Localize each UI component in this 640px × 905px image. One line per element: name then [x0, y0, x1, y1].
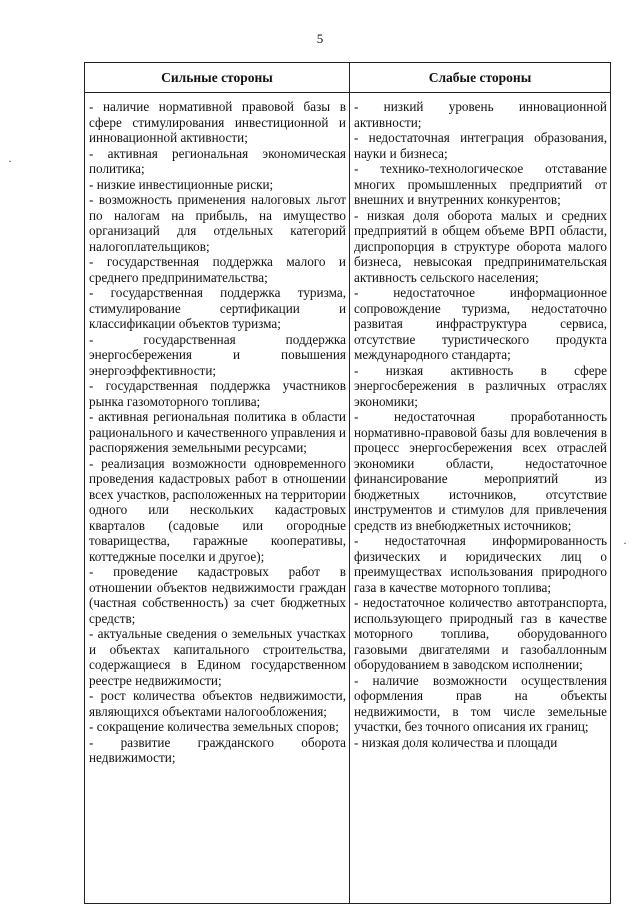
weakness-item: - недостаточная информированность физических и юридических лиц о преимуществах использования природного газа в качестве моторного топлива; [354, 533, 607, 595]
weakness-item: - низкая доля оборота малых и средних предприятий в общем объеме ВРП области, диспропорция в структуре оборота малого бизнеса, невысокая предпринимательская активность сельского населения; [354, 207, 607, 285]
page-number: 5 [316, 31, 324, 46]
margin-mark: · [8, 154, 12, 168]
strength-item: - активная региональная экономическая политика; [89, 145, 346, 176]
strength-item: - наличие нормативной правовой базы в сфере стимулирования инвестиционной и инновационной активности; [89, 99, 346, 145]
strengths-list [85, 93, 349, 766]
strength-item: - рост количества объектов недвижимости, являющихся объектами налогообложения; [89, 688, 346, 719]
weakness-item: - наличие возможности осуществления оформления прав на объекты недвижимости, в том числе земельные участки, без точного описания их границ; [354, 672, 607, 734]
weaknesses-list [350, 93, 610, 750]
strength-item: - реализация возможности одновременного проведения кадастровых работ в отношении всех участков, расположенных на территории одного или нескольких кадастровых кварталов (садовые или огородные товарищества, гаражные кооперативы, коттеджные поселки и другое); [89, 455, 346, 564]
body-row [85, 93, 611, 904]
weakness-item: - недостаточное информационное сопровождение туризма, недостаточно развитая инфраструктура сервиса, отсутствие туристического продукта международного стандарта; [354, 285, 607, 362]
weakness-item: - недостаточная проработанность нормативно-правовой базы для вовлечения в процесс энергосбережения всех отраслей экономики области, недостаточное финансирование мероприятий из бюджетных источников, отсутствие инструментов и стимулов для привлечения средств из внебюджетных источников; [354, 409, 607, 533]
strengths-header: Сильные стороны [85, 63, 350, 93]
strengths-cell [85, 93, 350, 904]
weakness-item: - недостаточная интеграция образования, науки и бизнеса; [354, 130, 607, 161]
strength-item: - возможность применения налоговых льгот по налогам на прибыль, на имущество организаций для отдельных категорий налогоплательщиков; [89, 192, 346, 254]
strength-item: - активная региональная политика в области рационального и качественного управления и распоряжения земельными ресурсами; [89, 409, 346, 455]
weaknesses-header: Слабые стороны [350, 63, 611, 93]
strength-item: - развитие гражданского оборота недвижимости; [89, 734, 346, 765]
weakness-item: - технико-технологическое отставание многих промышленных предприятий от внешних и внутренних конкурентов; [354, 161, 607, 207]
weakness-item: - низкая доля количества и площади [354, 734, 558, 750]
margin-mark: · [623, 536, 627, 550]
weakness-item: - низкая активность в сфере энергосбережения в различных отраслях экономики; [354, 362, 607, 409]
swot-table [84, 62, 611, 904]
header-row [85, 63, 611, 93]
strength-item: - проведение кадастровых работ в отношении объектов недвижимости граждан (частная собственность) за счет бюджетных средств; [89, 564, 346, 626]
weakness-item: - низкий уровень инновационной активности; [354, 99, 607, 130]
strength-item: - государственная поддержка участников рынка газомоторного топлива; [89, 378, 346, 409]
strength-item: - государственная поддержка малого и среднего предпринимательства; [89, 254, 346, 285]
strength-item: - государственная поддержка туризма, стимулирование сертификации и классификации объектов туризма; [89, 285, 346, 331]
strength-item: - сокращение количества земельных споров; [89, 719, 339, 734]
strength-item: - государственная поддержка энергосбережения и повышения энергоэффективности; [89, 331, 346, 378]
weaknesses-cell [350, 93, 611, 904]
strength-item: - низкие инвестиционные риски; [89, 176, 274, 192]
weakness-item: - недостаточное количество автотранспорта, использующего природный газ в качестве моторного топлива, оборудованного газовыми двигателями и газобаллонным оборудованием в заводском исполнении; [354, 595, 607, 672]
strength-item: - актуальные сведения о земельных участках и объектах капитального строительства, содержащиеся в Едином государственном реестре недвижимости; [89, 626, 346, 688]
